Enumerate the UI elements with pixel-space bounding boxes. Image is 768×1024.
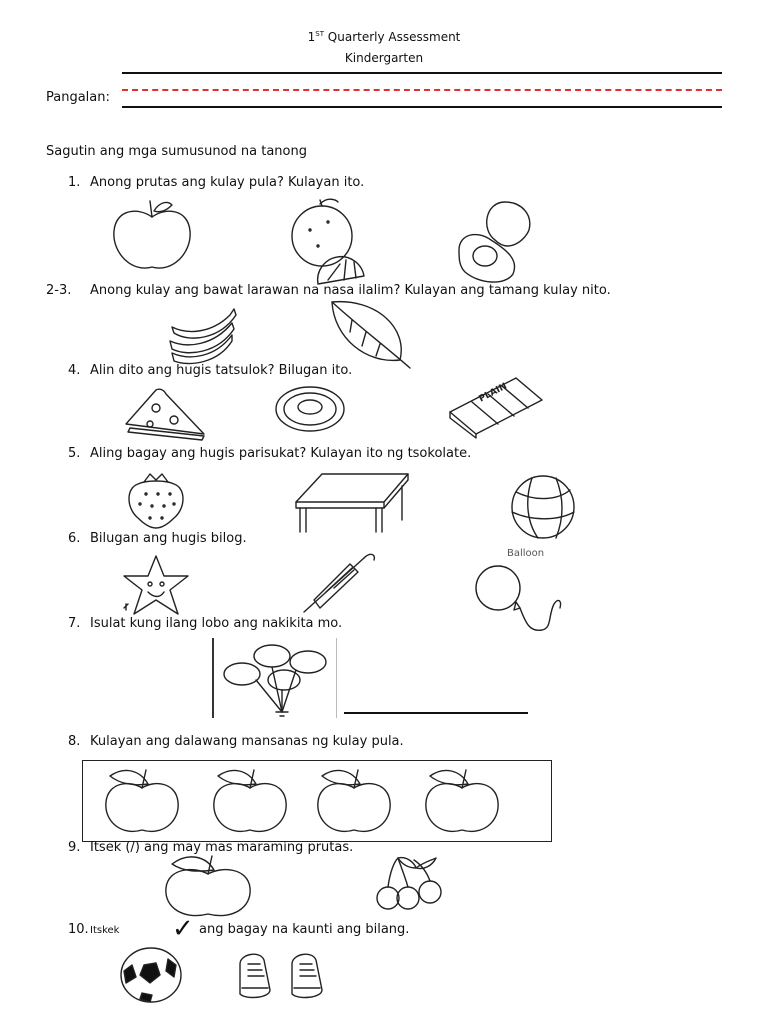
table-icon[interactable] xyxy=(292,472,412,534)
donut-icon[interactable] xyxy=(272,385,348,435)
q9-number: 9. xyxy=(68,840,81,855)
q10-text: ang bagay na kaunti ang bilang. xyxy=(199,922,410,937)
q2-number: 2-3. xyxy=(46,283,72,298)
instruction: Sagutin ang mga sumusunod na tanong xyxy=(46,144,307,159)
apple-icon[interactable] xyxy=(420,766,506,836)
sneakers-icon[interactable] xyxy=(234,950,344,1002)
q6-number: 6. xyxy=(68,531,81,546)
umbrella-icon[interactable] xyxy=(300,550,380,616)
q7-text: Isulat kung ilang lobo ang nakikita mo. xyxy=(90,616,343,631)
q7-number: 7. xyxy=(68,616,81,631)
leaf-icon[interactable] xyxy=(326,298,412,370)
q1-text: Anong prutas ang kulay pula? Kulayan ito. xyxy=(90,175,365,190)
q4-number: 4. xyxy=(68,363,81,378)
soccer-ball-icon[interactable] xyxy=(118,945,184,1005)
balloons-bunch-icon[interactable] xyxy=(216,640,334,720)
page-title: 1ST Quarterly Assessment xyxy=(307,30,461,44)
apple-icon[interactable] xyxy=(160,850,256,920)
name-line-dashed[interactable] xyxy=(122,89,722,91)
q2-text: Anong kulay ang bawat larawan na nasa ilalim? Kulayan ang tamang kulay nito. xyxy=(90,283,611,298)
name-label: Pangalan: xyxy=(46,90,110,105)
star-icon[interactable] xyxy=(118,552,194,618)
q8-number: 8. xyxy=(68,734,81,749)
strawberry-icon[interactable] xyxy=(124,470,188,530)
banana-icon[interactable] xyxy=(168,305,240,365)
cherries-icon[interactable] xyxy=(370,856,452,912)
name-line-bottom xyxy=(122,106,722,108)
q9-text: Itsek (/) ang may mas maraming prutas. xyxy=(90,840,354,855)
page-subtitle: Kindergarten xyxy=(344,51,424,65)
name-line-top xyxy=(122,72,722,74)
apple-icon[interactable] xyxy=(208,766,294,836)
balloon-icon[interactable] xyxy=(470,564,562,636)
q1-number: 1. xyxy=(68,175,81,190)
answer-line[interactable] xyxy=(344,712,528,714)
apple-icon[interactable] xyxy=(312,766,398,836)
q10-prefix: Itskek xyxy=(90,925,120,936)
q5-text: Aling bagay ang hugis parisukat? Kulayan ito ng tsokolate. xyxy=(90,446,472,461)
q8-text: Kulayan ang dalawang mansanas ng kulay pula. xyxy=(90,734,404,749)
q5-number: 5. xyxy=(68,446,81,461)
apple-icon[interactable] xyxy=(100,766,186,836)
q6-text: Bilugan ang hugis bilog. xyxy=(90,531,247,546)
orange-icon[interactable] xyxy=(288,200,378,290)
chocolate-bar-icon[interactable] xyxy=(446,372,546,438)
checkmark-icon: ✓ xyxy=(172,914,194,944)
q4-text: Alin dito ang hugis tatsulok? Bilugan ito. xyxy=(90,363,353,378)
pizza-slice-icon[interactable] xyxy=(120,386,210,440)
avocado-icon[interactable] xyxy=(455,200,535,285)
basketball-icon[interactable] xyxy=(508,472,578,542)
balloon-caption: Balloon xyxy=(507,548,545,559)
q10-number: 10. xyxy=(68,922,89,937)
apple-icon[interactable] xyxy=(108,195,198,275)
chocolate-label: PLAIN xyxy=(477,381,509,405)
